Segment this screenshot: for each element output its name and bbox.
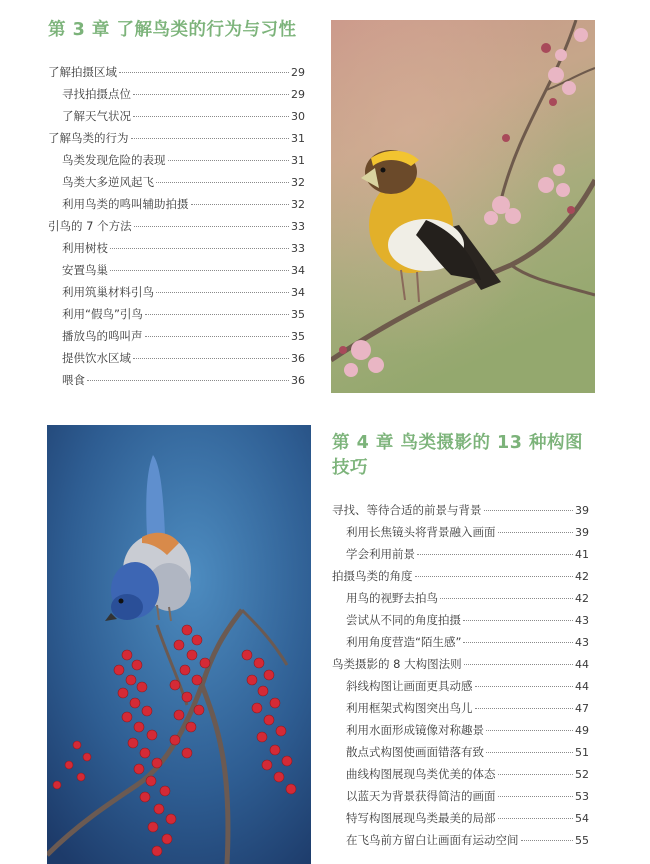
dot-leader	[133, 115, 289, 117]
toc-entry-title: 利用框架式构图突出鸟儿	[346, 701, 473, 715]
toc-entry-title: 利用鸟类的鸣叫辅助拍摄	[62, 197, 189, 211]
chapter-4-title-line-2: 技巧	[332, 458, 368, 478]
toc-entry-title: 播放鸟的鸣叫声	[62, 329, 143, 343]
toc-entry-title: 喂食	[62, 373, 85, 387]
toc-page-number: 33	[291, 220, 305, 233]
dot-leader	[498, 773, 574, 775]
toc-page-number: 47	[575, 702, 589, 715]
toc-entry-title: 了解拍摄区域	[48, 65, 117, 79]
toc-entry[interactable]	[48, 171, 305, 193]
dot-leader	[475, 707, 574, 709]
dot-leader	[486, 751, 573, 753]
grosbeak-photo	[331, 20, 595, 393]
toc-entry-title: 寻找拍摄点位	[62, 87, 131, 101]
toc-entry[interactable]	[332, 499, 589, 521]
toc-entry-title: 利用“假鸟”引鸟	[62, 307, 143, 321]
toc-entry[interactable]	[332, 697, 589, 719]
dot-leader	[498, 531, 574, 533]
toc-page-number: 39	[575, 526, 589, 539]
toc-page-number: 34	[291, 286, 305, 299]
dot-leader	[145, 335, 290, 337]
toc-page-number: 41	[575, 548, 589, 561]
toc-entry[interactable]	[332, 521, 589, 543]
toc-page-number: 44	[575, 658, 589, 671]
toc-entry-title: 以蓝天为背景获得简洁的画面	[346, 789, 496, 803]
toc-entry-title: 引鸟的 7 个方法	[48, 219, 132, 233]
toc-entry[interactable]	[48, 193, 305, 215]
toc-page-number: 49	[575, 724, 589, 737]
toc-page-number: 36	[291, 352, 305, 365]
toc-page-number: 32	[291, 198, 305, 211]
chapter-4-toc	[332, 499, 589, 851]
toc-entry[interactable]	[48, 325, 305, 347]
dot-leader	[521, 839, 574, 841]
dot-leader	[110, 269, 289, 271]
toc-entry-title: 利用筑巢材料引鸟	[62, 285, 154, 299]
chapter-3-title: 第 3 章 了解鸟类的行为与习性	[48, 20, 297, 40]
chapter-3-toc	[48, 61, 305, 391]
toc-entry[interactable]	[48, 237, 305, 259]
toc-entry-title: 提供饮水区域	[62, 351, 131, 365]
toc-page-number: 32	[291, 176, 305, 189]
dot-leader	[191, 203, 290, 205]
toc-entry[interactable]	[48, 259, 305, 281]
toc-page-number: 42	[575, 592, 589, 605]
toc-entry-title: 特写构图展现鸟类最美的局部	[346, 811, 496, 825]
toc-entry[interactable]	[48, 347, 305, 369]
toc-entry[interactable]	[332, 675, 589, 697]
dot-leader	[484, 509, 574, 511]
toc-entry[interactable]	[48, 303, 305, 325]
toc-entry-title: 鸟类大多逆风起飞	[62, 175, 154, 189]
toc-entry[interactable]	[48, 369, 305, 391]
toc-entry-title: 曲线构图展现鸟类优美的体态	[346, 767, 496, 781]
chapter-4-title	[332, 431, 583, 481]
dot-leader	[415, 575, 574, 577]
toc-entry[interactable]	[332, 741, 589, 763]
toc-page-number: 35	[291, 330, 305, 343]
toc-page-number: 29	[291, 88, 305, 101]
toc-entry[interactable]	[48, 127, 305, 149]
toc-page-number: 31	[291, 132, 305, 145]
toc-page-number: 54	[575, 812, 589, 825]
toc-entry-title: 用鸟的视野去拍鸟	[346, 591, 438, 605]
toc-entry-title: 尝试从不同的角度拍摄	[346, 613, 461, 627]
toc-entry[interactable]	[332, 631, 589, 653]
toc-entry-title: 散点式构图使画面错落有致	[346, 745, 484, 759]
toc-entry[interactable]	[332, 807, 589, 829]
toc-entry-title: 利用水面形成镜像对称趣景	[346, 723, 484, 737]
toc-entry[interactable]	[332, 543, 589, 565]
dot-leader	[119, 71, 289, 73]
dot-leader	[440, 597, 573, 599]
dot-leader	[110, 247, 289, 249]
toc-entry[interactable]	[332, 719, 589, 741]
dot-leader	[463, 619, 573, 621]
blue-bird-photo	[47, 425, 311, 864]
dot-leader	[464, 663, 573, 665]
dot-leader	[133, 93, 289, 95]
dot-leader	[87, 379, 289, 381]
toc-entry-title: 利用长焦镜头将背景融入画面	[346, 525, 496, 539]
toc-page-number: 52	[575, 768, 589, 781]
toc-page-number: 43	[575, 636, 589, 649]
dot-leader	[156, 181, 289, 183]
dot-leader	[498, 817, 574, 819]
toc-entry-title: 在飞鸟前方留白让画面有运动空间	[346, 833, 519, 847]
toc-entry[interactable]	[48, 215, 305, 237]
toc-entry[interactable]	[48, 149, 305, 171]
toc-entry-title: 利用角度营造“陌生感”	[346, 635, 462, 649]
toc-entry[interactable]	[48, 61, 305, 83]
dot-leader	[145, 313, 289, 315]
toc-entry-title: 拍摄鸟类的角度	[332, 569, 413, 583]
toc-entry[interactable]	[332, 587, 589, 609]
toc-entry[interactable]	[332, 565, 589, 587]
toc-page-number: 31	[291, 154, 305, 167]
toc-entry[interactable]	[48, 281, 305, 303]
dot-leader	[417, 553, 573, 555]
dot-leader	[168, 159, 290, 161]
dot-leader	[134, 225, 289, 227]
dot-leader	[475, 685, 574, 687]
toc-page-number: 39	[575, 504, 589, 517]
dot-leader	[498, 795, 574, 797]
toc-entry[interactable]	[332, 609, 589, 631]
toc-page-number: 30	[291, 110, 305, 123]
toc-entry-title: 寻找、等待合适的前景与背景	[332, 503, 482, 517]
toc-entry[interactable]	[48, 83, 305, 105]
toc-page-number: 35	[291, 308, 305, 321]
toc-entry-title: 鸟类发现危险的表现	[62, 153, 166, 167]
toc-entry[interactable]	[332, 829, 589, 851]
toc-entry-title: 鸟类摄影的 8 大构图法则	[332, 657, 462, 671]
toc-entry[interactable]	[332, 653, 589, 675]
toc-entry-title: 学会利用前景	[346, 547, 415, 561]
toc-entry-title: 了解天气状况	[62, 109, 131, 123]
toc-entry-title: 安置鸟巢	[62, 263, 108, 277]
toc-entry[interactable]	[332, 763, 589, 785]
toc-page-number: 44	[575, 680, 589, 693]
toc-page-number: 29	[291, 66, 305, 79]
toc-page-number: 34	[291, 264, 305, 277]
toc-page-number: 43	[575, 614, 589, 627]
toc-page-number: 55	[575, 834, 589, 847]
toc-page-number: 51	[575, 746, 589, 759]
dot-leader	[486, 729, 573, 731]
toc-entry-title: 利用树枝	[62, 241, 108, 255]
chapter-4-title-line-1: 第 4 章 鸟类摄影的 13 种构图	[332, 433, 583, 453]
toc-entry[interactable]	[48, 105, 305, 127]
toc-page-number: 42	[575, 570, 589, 583]
dot-leader	[463, 641, 573, 643]
dot-leader	[156, 291, 289, 293]
toc-page-number: 36	[291, 374, 305, 387]
dot-leader	[133, 357, 289, 359]
toc-page-number: 33	[291, 242, 305, 255]
toc-page-number: 53	[575, 790, 589, 803]
toc-entry-title: 斜线构图让画面更具动感	[346, 679, 473, 693]
toc-entry-title: 了解鸟类的行为	[48, 131, 129, 145]
dot-leader	[131, 137, 290, 139]
toc-entry[interactable]	[332, 785, 589, 807]
